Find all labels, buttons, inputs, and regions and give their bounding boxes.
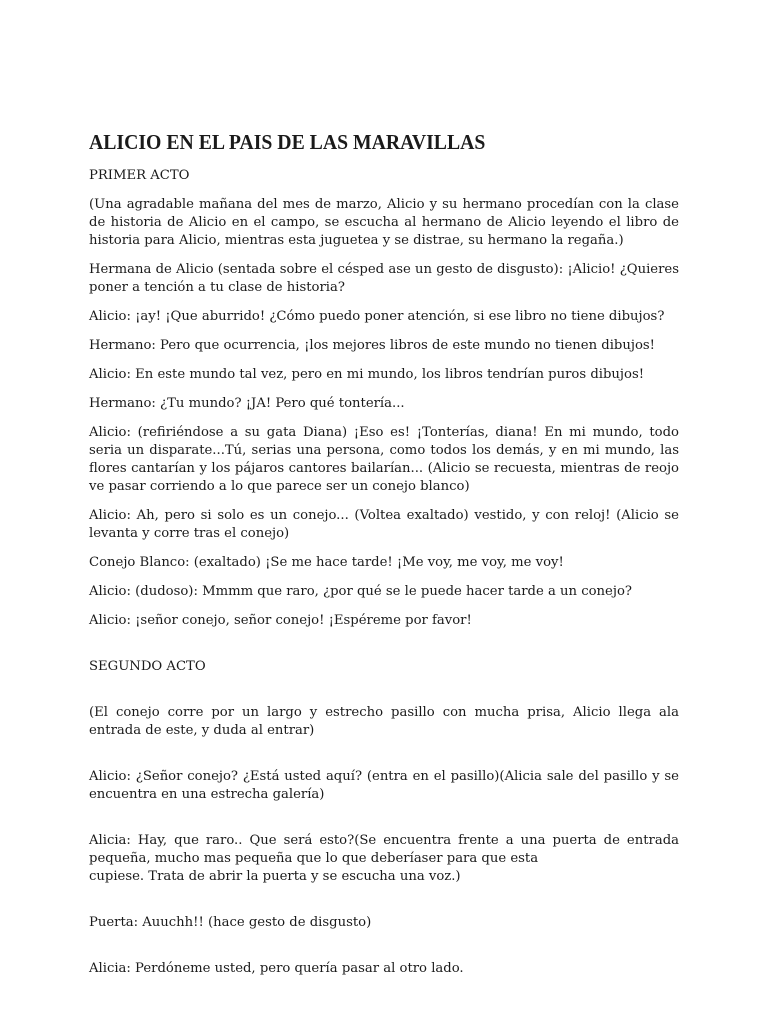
spacer <box>89 751 679 768</box>
spacer <box>89 943 679 960</box>
act-heading-1: PRIMER ACTO <box>89 168 190 183</box>
act-heading-2: SEGUNDO ACTO <box>89 659 206 674</box>
paragraph-dialogue-5: Hermano: ¿Tu mundo? ¡JA! Pero qué tontería... <box>89 396 405 411</box>
paragraph-dialogue-10: Alicio: ¡señor conejo, señor conejo! ¡Espéreme por favor! <box>89 613 472 628</box>
paragraph-dialogue-12: Alicia: Hay, que raro.. Que será esto?(Se encuentra frente a una puerta de entrada pequeña, mucho mas pequeña que lo que deberíaser para que esta <box>89 833 679 866</box>
paragraph-dialogue-1: Hermana de Alicio (sentada sobre el césped ase un gesto de disgusto): ¡Alicio! ¿Quieres poner a tención a tu clase de historia? <box>89 262 679 295</box>
paragraph-dialogue-3: Hermano: Pero que ocurrencia, ¡los mejores libros de este mundo no tienen dibujos! <box>89 338 655 353</box>
spacer <box>89 641 679 658</box>
document-body <box>89 128 679 989</box>
paragraph-dialogue-12-continued: cupiese. Trata de abrir la puerta y se escucha una voz.) <box>89 869 461 884</box>
paragraph-dialogue-6: Alicio: (refiriéndose a su gata Diana) ¡Eso es! ¡Tonterías, diana! En mi mundo, todo seria un disparate...Tú, serias una persona, como todos los demás, y en mi mundo, las flores cantarían y los pájaros cantores bailarían... (Alicio se recuesta, mientras de reojo ve pasar corriendo a lo que parece ser un conejo blanco) <box>89 425 679 494</box>
spacer <box>89 897 679 914</box>
paragraph-dialogue-2: Alicio: ¡ay! ¡Que aburrido! ¿Cómo puedo poner atención, si ese libro no tiene dibujos? <box>89 309 665 324</box>
paragraph-dialogue-4: Alicio: En este mundo tal vez, pero en mi mundo, los libros tendrían puros dibujos! <box>89 367 645 382</box>
paragraph-dialogue-8: Conejo Blanco: (exaltado) ¡Se me hace tarde! ¡Me voy, me voy, me voy! <box>89 555 564 570</box>
paragraph-dialogue-9: Alicio: (dudoso): Mmmm que raro, ¿por qué se le puede hacer tarde a un conejo? <box>89 584 632 599</box>
spacer <box>89 815 679 832</box>
paragraph-dialogue-14: Alicia: Perdóneme usted, pero quería pasar al otro lado. <box>89 961 464 976</box>
paragraph-stage-direction-2: (El conejo corre por un largo y estrecho pasillo con mucha prisa, Alicio llega ala entrada de este, y duda al entrar) <box>89 705 679 738</box>
paragraph-dialogue-7: Alicio: Ah, pero si solo es un conejo... (Voltea exaltado) vestido, y con reloj! (Alicio se levanta y corre tras el conejo) <box>89 508 679 541</box>
spacer <box>89 687 679 704</box>
paragraph-dialogue-11: Alicio: ¿Señor conejo? ¿Está usted aquí? (entra en el pasillo)(Alicia sale del pasillo y se encuentra en una estrecha galería) <box>89 769 679 802</box>
paragraph-stage-direction-1: (Una agradable mañana del mes de marzo, Alicio y su hermano procedían con la clase de historia de Alicio en el campo, se escucha al hermano de Alicio leyendo el libro de historia para Alicio, mientras esta juguetea y se distrae, su hermano la regaña.) <box>89 197 679 248</box>
document-title: ALICIO EN EL PAIS DE LAS MARAVILLAS <box>89 130 486 154</box>
paragraph-dialogue-13: Puerta: Auuchh!! (hace gesto de disgusto) <box>89 915 372 930</box>
